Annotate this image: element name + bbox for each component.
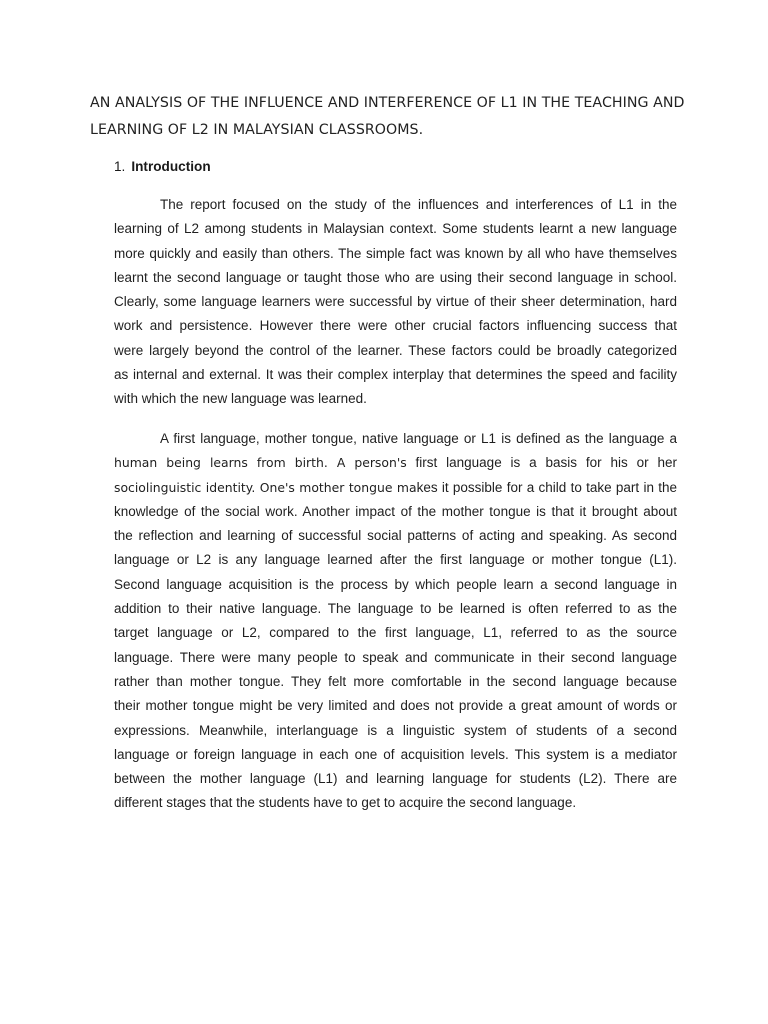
title-line: LEARNING OF L2 IN MALAYSIAN CLASSROOMS. — [90, 122, 424, 138]
text-segment: kes it possible for a child to take part in the — [416, 479, 678, 495]
introduction-paragraph-2 — [114, 427, 677, 816]
section-heading — [114, 157, 211, 177]
paragraph-line: The report focused on the study of the influences and interferences of L1 in the — [160, 197, 677, 212]
paragraph-line: addition to their native language. The language to be learned is often referred to as the — [114, 601, 677, 617]
paragraph-line: different stages that the students have to get to acquire the second language. — [114, 795, 577, 811]
paragraph-line: Second language acquisition is the process by which people learn a second language in — [114, 576, 677, 592]
paragraph-line: expressions. Meanwhile, interlanguage is a linguistic system of students of a second — [114, 722, 677, 738]
paragraph-line: Clearly, some language learners were successful by virtue of their sheer determination, hard — [114, 294, 677, 310]
section-number: 1. — [114, 159, 126, 174]
document-title — [90, 90, 690, 144]
paragraph-line-mixed — [114, 451, 677, 475]
paragraph-line: target language or L2, compared to the first language, L1, referred to as the source — [114, 625, 677, 641]
paragraph-line: between the mother language (L1) and learning language for students (L2). There are — [114, 771, 677, 787]
paragraph-line: their mother tongue might be very limited and does not provide a great amount of words or — [114, 698, 677, 714]
paragraph-line: language or foreign language in each one of acquisition levels. This system is a mediator — [114, 746, 677, 762]
paragraph-line: A first language, mother tongue, native language or L1 is defined as the language a — [160, 431, 677, 446]
paragraph-line: work and persistence. However there were other crucial factors influencing success that — [114, 318, 677, 334]
paragraph-line: the reflection and learning of successful social patterns of acting and speaking. As second — [114, 528, 677, 544]
title-line: AN ANALYSIS OF THE INFLUENCE AND INTERFERENCE OF L1 IN THE TEACHING AND — [90, 95, 685, 111]
paragraph-line: learnt the second language or taught those who are using their second language in school. — [114, 269, 677, 285]
paragraph-line: rather than mother tongue. They felt more comfortable in the second language because — [114, 673, 677, 689]
introduction-paragraph-1 — [114, 193, 677, 412]
text-segment: sociolinguistic identity. One's mother tongue ma — [114, 479, 417, 495]
section-title: Introduction — [131, 159, 211, 174]
paragraph-line: language. There were many people to speak and communicate in their second language — [114, 649, 677, 665]
paragraph-line: as internal and external. It was their complex interplay that determines the speed and facility — [114, 367, 677, 383]
paragraph-line-mixed — [114, 476, 677, 500]
paragraph-line: were largely beyond the control of the learner. These factors could be broadly categorized — [114, 342, 677, 358]
text-segment: human being learns from birth. A person's — [114, 455, 407, 471]
paragraph-line: learning of L2 among students in Malaysian context. Some students learnt a new language — [114, 221, 677, 237]
text-segment: first language is a basis for his or her — [406, 455, 678, 471]
paragraph-line: with which the new language was learned. — [114, 391, 367, 407]
paragraph-line: language or L2 is any language learned after the first language or mother tongue (L1). — [114, 552, 677, 568]
paragraph-line: more quickly and easily than others. The simple fact was known by all who have themselves — [114, 245, 677, 261]
paragraph-line: knowledge of the social work. Another impact of the mother tongue is that it brought about — [114, 503, 677, 519]
